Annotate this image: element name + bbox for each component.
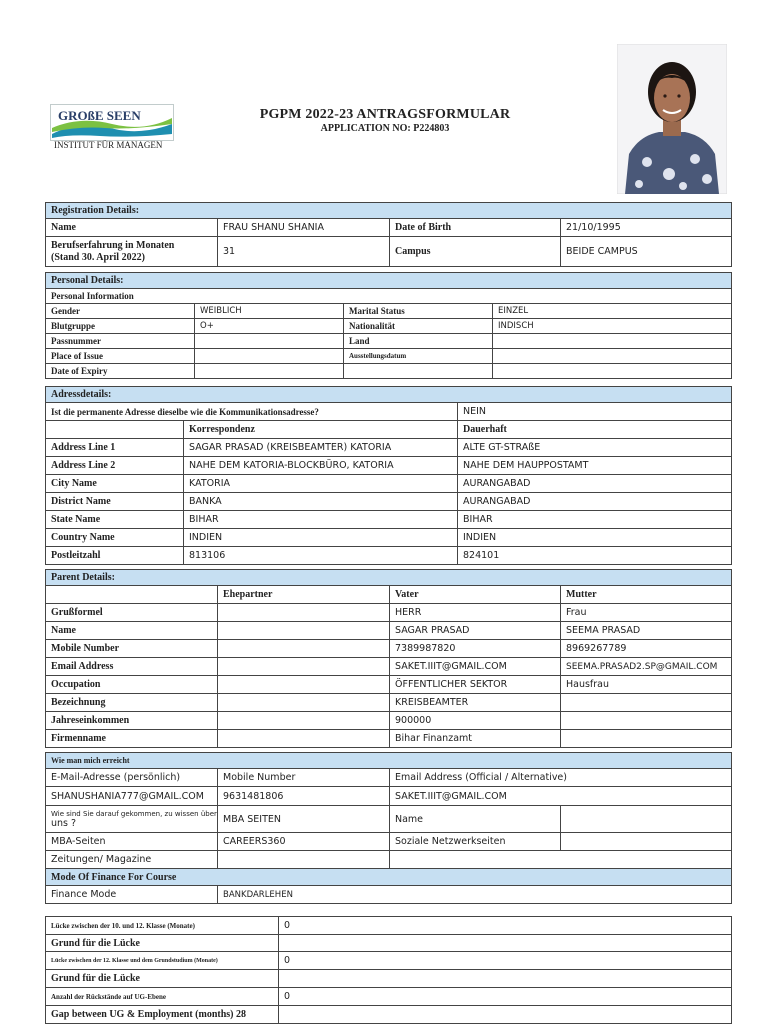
col-permanent: Dauerhaft [458,421,732,439]
mother-value: SEEMA PRASAD [561,622,732,640]
same-address-answer: NEIN [458,403,732,421]
logo-line2: INSTITUT FÜR MANAGEN [54,140,163,150]
how-heard-label-line1: Wie sind Sie darauf gekommen, zu wissen über [51,810,217,818]
blank-cell [390,851,732,869]
parent-row-label: Name [46,622,218,640]
campus-label: Campus [390,237,561,267]
address-row-label: Country Name [46,529,184,547]
campus-value: BEIDE CAMPUS [561,237,732,267]
institute-logo [50,104,174,150]
email-official-label: Email Address (Official / Alternative) [390,769,732,787]
social-value [561,833,732,851]
father-value: HERR [390,604,561,622]
marital-label: Marital Status [344,304,493,319]
gap-ug-employment-value [279,1006,732,1024]
issue-date-value [493,349,732,364]
referrer-name-value [561,806,732,833]
parent-row-label: Grußformel [46,604,218,622]
address-row-label: City Name [46,475,184,493]
spouse-value [218,712,390,730]
issue-place-value [195,349,344,364]
how-heard-label-line2: uns ? [51,818,77,829]
reason1-label: Grund für die Lücke [46,935,279,952]
spouse-value [218,676,390,694]
social-label: Soziale Netzwerkseiten [390,833,561,851]
address-corr-value: 813106 [184,547,458,565]
registration-heading: Registration Details: [46,203,732,219]
issue-date-label: Ausstellungsdatum [344,349,493,364]
reason2-label: Grund für die Lücke [46,970,279,988]
gap-10-12-value: 0 [279,917,732,935]
gap-12-ug-label: Lücke zwischen der 12. Klasse und dem Grundstudium (Monate) [46,952,279,970]
mother-value: 8969267789 [561,640,732,658]
address-corr-value: INDIEN [184,529,458,547]
col-correspondence: Korrespondenz [184,421,458,439]
passport-value [195,334,344,349]
registration-table [45,202,732,267]
address-corr-value: BIHAR [184,511,458,529]
name-value: FRAU SHANU SHANIA [218,219,390,237]
reason1-value [279,935,732,952]
blank-cell [493,364,732,379]
how-heard-label [46,806,218,833]
logo-line1: GROßE SEEN [58,108,141,123]
personal-subheading: Personal Information [46,289,732,304]
gap-10-12-label: Lücke zwischen der 10. und 12. Klasse (Monate) [46,917,279,935]
mother-value: Hausfrau [561,676,732,694]
address-row-label: Address Line 1 [46,439,184,457]
blood-value: O+ [195,319,344,334]
spouse-value [218,694,390,712]
parents-table [45,569,732,748]
father-value: SAKET.IIIT@GMAIL.COM [390,658,561,676]
mobile-value: 9631481806 [218,787,390,806]
gaps-table [45,916,732,1024]
col-father: Vater [390,586,561,604]
experience-value: 31 [218,237,390,267]
newspaper-label: Zeitungen/ Magazine [46,851,218,869]
father-value: ÖFFENTLICHER SEKTOR [390,676,561,694]
spouse-value [218,622,390,640]
address-corr-value: NAHE DEM KATORIA-BLOCKBÜRO, KATORIA [184,457,458,475]
spouse-value [218,640,390,658]
address-corr-value: BANKA [184,493,458,511]
mobile-label: Mobile Number [218,769,390,787]
experience-label-line2: (Stand 30. April 2022) [51,251,145,263]
name-label: Name [46,219,218,237]
email-personal-label: E-Mail-Adresse (persönlich) [46,769,218,787]
father-value: 7389987820 [390,640,561,658]
address-perm-value: 824101 [458,547,732,565]
address-row-label: District Name [46,493,184,511]
land-value [493,334,732,349]
applicant-photo [617,44,727,194]
backlogs-label: Anzahl der Rückstände auf UG-Ebene [46,988,279,1006]
gender-value: WEIBLICH [195,304,344,319]
parent-row-label: Jahreseinkommen [46,712,218,730]
experience-label-line1: Berufserfahrung in Monaten [51,239,175,251]
application-number: APPLICATION NO: P224803 [320,123,450,134]
experience-label [46,237,218,267]
address-perm-value: ALTE GT-STRAßE [458,439,732,457]
address-perm-value: BIHAR [458,511,732,529]
father-value: KREISBEAMTER [390,694,561,712]
address-corner [46,421,184,439]
spouse-value [218,658,390,676]
gender-label: Gender [46,304,195,319]
backlogs-value: 0 [279,988,732,1006]
father-value: Bihar Finanzamt [390,730,561,748]
referrer-name-label: Name [390,806,561,833]
mba-sites-value: CAREERS360 [218,833,390,851]
contact-table [45,752,732,904]
mba-sites-label: MBA-Seiten [46,833,218,851]
form-title: PGPM 2022-23 ANTRAGSFORMULAR [259,107,511,122]
parent-row-label: Bezeichnung [46,694,218,712]
address-perm-value: INDIEN [458,529,732,547]
father-value: SAGAR PRASAD [390,622,561,640]
nationality-value: INDISCH [493,319,732,334]
spouse-value [218,604,390,622]
spouse-value [218,730,390,748]
dob-label: Date of Birth [390,219,561,237]
nationality-label: Nationalität [344,319,493,334]
same-address-question: Ist die permanente Adresse dieselbe wie die Kommunikationsadresse? [46,403,458,421]
how-heard-value: MBA SEITEN [218,806,390,833]
parent-row-label: Firmenname [46,730,218,748]
parent-row-label: Email Address [46,658,218,676]
address-corr-value: KATORIA [184,475,458,493]
personal-table [45,272,732,379]
mother-value [561,730,732,748]
dob-value: 21/10/1995 [561,219,732,237]
address-corr-value: SAGAR PRASAD (KREISBEAMTER) KATORIA [184,439,458,457]
newspaper-value [218,851,390,869]
expiry-label: Date of Expiry [46,364,195,379]
parent-row-label: Mobile Number [46,640,218,658]
mother-value: SEEMA.PRASAD2.SP@GMAIL.COM [561,658,732,676]
blank-cell [344,364,493,379]
land-label: Land [344,334,493,349]
mother-value [561,694,732,712]
gap-ug-employment-label: Gap between UG & Employment (months) 28 [46,1006,279,1024]
address-perm-value: AURANGABAD [458,493,732,511]
personal-heading: Personal Details: [46,273,732,289]
address-row-label: State Name [46,511,184,529]
blood-label: Blutgruppe [46,319,195,334]
father-value: 900000 [390,712,561,730]
address-heading: Adressdetails: [46,387,732,403]
email-official-value: SAKET.IIIT@GMAIL.COM [390,787,732,806]
finance-label: Finance Mode [46,886,218,904]
address-table [45,386,732,565]
address-row-label: Postleitzahl [46,547,184,565]
gap-12-ug-value: 0 [279,952,732,970]
col-spouse: Ehepartner [218,586,390,604]
parents-corner [46,586,218,604]
parents-heading: Parent Details: [46,570,732,586]
mother-value: Frau [561,604,732,622]
email-personal-value: SHANUSHANIA777@GMAIL.COM [46,787,218,806]
marital-value: EINZEL [493,304,732,319]
contact-heading: Wie man mich erreicht [46,753,732,769]
address-row-label: Address Line 2 [46,457,184,475]
parent-row-label: Occupation [46,676,218,694]
col-mother: Mutter [561,586,732,604]
address-perm-value: NAHE DEM HAUPPOSTAMT [458,457,732,475]
finance-value: BANKDARLEHEN [218,886,732,904]
expiry-value [195,364,344,379]
passport-label: Passnummer [46,334,195,349]
issue-place-label: Place of Issue [46,349,195,364]
mother-value [561,712,732,730]
address-perm-value: AURANGABAD [458,475,732,493]
reason2-value [279,970,732,988]
finance-heading: Mode Of Finance For Course [46,869,732,886]
